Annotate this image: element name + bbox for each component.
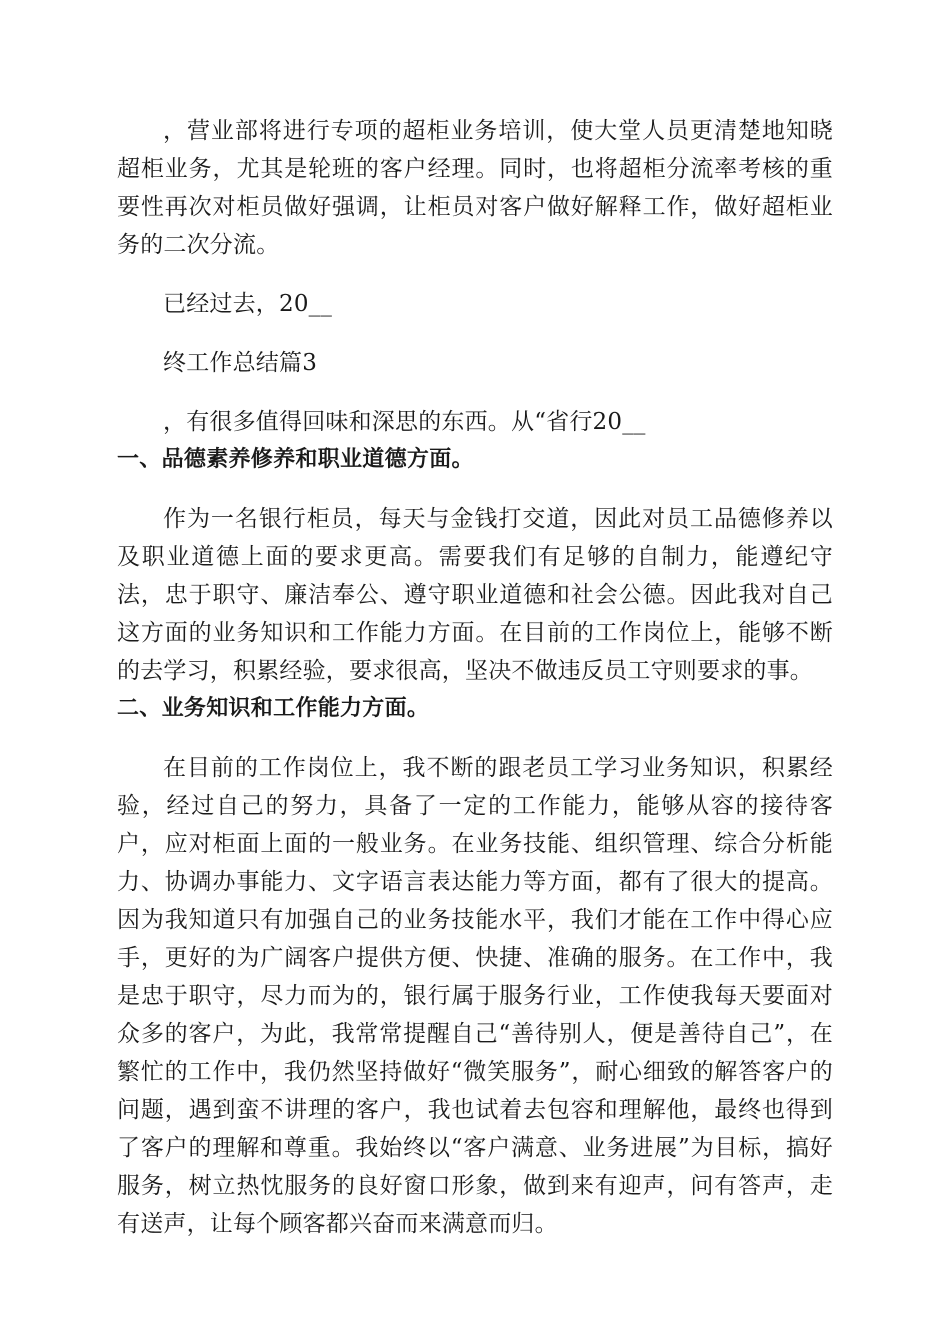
- paragraph-intro: ，营业部将进行专项的超柜业务培训，使大堂人员更清楚地知晓超柜业务，尤其是轮班的客户经理。同时，也将超柜分流率考核的重要性再次对柜员做好强调，让柜员对客户做好解释工作，做好超柜业务的二次分流。: [117, 118, 833, 258]
- paragraph-title-line: 终工作总结篇3: [163, 350, 318, 376]
- section-heading-ethics: 一、品德素养修养和职业道德方面。: [117, 447, 474, 472]
- section-heading-skills: 二、业务知识和工作能力方面。: [117, 696, 430, 721]
- section-body-skills: 在目前的工作岗位上，我不断的跟老员工学习业务知识，积累经验，经过自己的努力，具备了一定的工作能力，能够从容的接待客户，应对柜面上面的一般业务。在业务技能、组织管理、综合分析能力、协调办事能力、文字语言表达能力等方面，都有了很大的提高。因为我知道只有加强自己的业务技能水平，我们才能在工作中得心应手，更好的为广阔客户提供方便、快捷、准确的服务。在工作中，我是忠于职守，尽力而为的，银行属于服务行业，工作使我每天要面对众多的客户，为此，我常常提醒自己“善待别人，便是善待自己”，在繁忙的工作中，我仍然坚持做好“微笑服务”，耐心细致的解答客户的问题，遇到蛮不讲理的客户，我也试着去包容和理解他，最终也得到了客户的理解和尊重。我始终以“客户满意、业务进展”为目标，搞好服务，树立热忱服务的良好窗口形象，做到来有迎声，问有答声，走有送声，让每个顾客都兴奋而来满意而归。: [117, 755, 833, 1237]
- document-page: [117, 112, 833, 1243]
- paragraph-reflection: ，有很多值得回味和深思的东西。从“省行20__: [163, 409, 646, 435]
- section-body-ethics: 作为一名银行柜员，每天与金钱打交道，因此对员工品德修养以及职业道德上面的要求更高。需要我们有足够的自制力，能遵纪守法，忠于职守、廉洁奉公、遵守职业道德和社会公德。因此我对自己这方面的业务知识和工作能力方面。在目前的工作岗位上，能够不断的去学习，积累经验，要求很高，坚决不做违反员工守则要求的事。: [117, 506, 833, 684]
- paragraph-year-passed: 已经过去，20__: [163, 291, 333, 317]
